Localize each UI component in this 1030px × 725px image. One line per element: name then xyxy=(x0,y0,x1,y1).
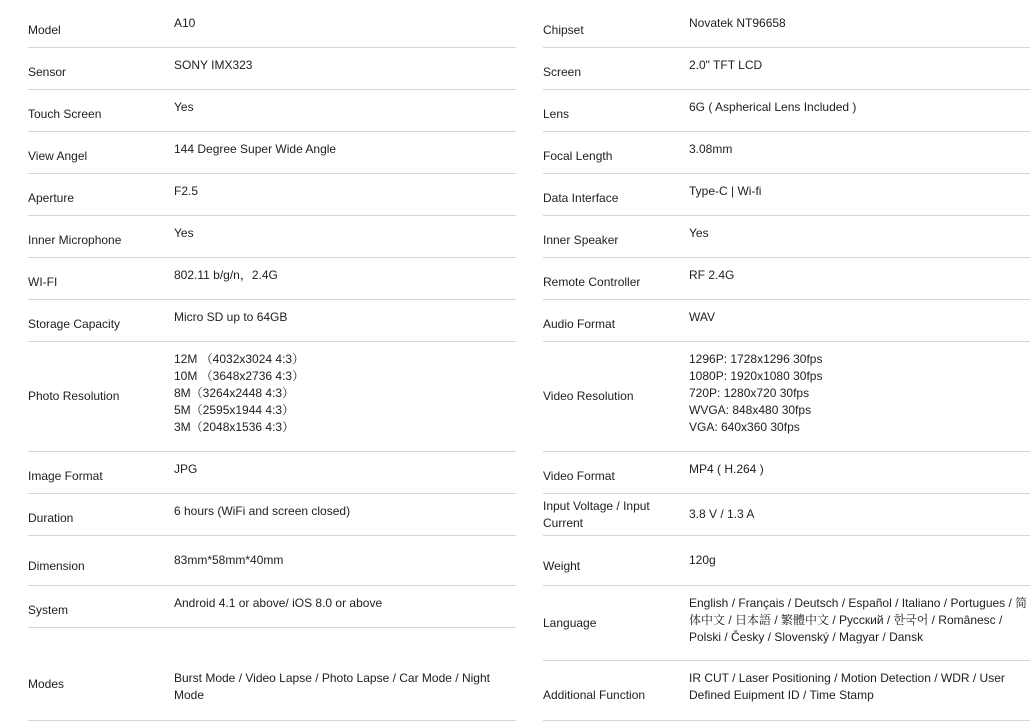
spec-row-inner-speaker xyxy=(543,216,1030,258)
spec-label: View Angel xyxy=(28,149,88,163)
spec-row-dimension xyxy=(28,536,516,586)
spec-label: Screen xyxy=(543,65,582,79)
spec-value: 6 hours (WiFi and screen closed) xyxy=(174,504,351,518)
spec-label: Language xyxy=(543,615,597,630)
spec-row-additional-function xyxy=(543,661,1030,721)
spec-row-view-angel xyxy=(28,132,516,174)
spec-label: Video Resolution xyxy=(543,389,634,403)
spec-row-video-resolution xyxy=(543,342,1030,452)
spec-table-left xyxy=(28,6,516,721)
spec-value: Yes xyxy=(689,226,709,240)
spec-value: F2.5 xyxy=(174,184,199,198)
spec-label: Lens xyxy=(543,107,570,121)
spec-label: Video Format xyxy=(543,469,615,483)
spec-value: Type-C | Wi-fi xyxy=(689,184,762,198)
spec-label: Model xyxy=(28,23,61,37)
spec-label: Image Format xyxy=(28,469,103,483)
spec-row-sensor xyxy=(28,48,516,90)
spec-value: 144 Degree Super Wide Angle xyxy=(174,142,337,156)
spec-label: Inner Speaker xyxy=(543,233,619,247)
spec-value: Yes xyxy=(174,100,194,114)
spec-value: 83mm*58mm*40mm xyxy=(174,553,284,567)
spec-value: 6G ( Aspherical Lens Included ) xyxy=(689,100,857,114)
spec-label: Dimension xyxy=(28,559,85,573)
spec-value: 120g xyxy=(689,553,716,567)
spec-table-right xyxy=(543,6,1030,721)
spec-value: IR CUT / Laser Positioning / Motion Detection / WDR / User Defined Euipment ID / Time Stamp xyxy=(689,671,1005,702)
spec-row-image-format xyxy=(28,452,516,494)
spec-row-storage-capacity xyxy=(28,300,516,342)
spec-row-chipset xyxy=(543,6,1030,48)
spec-row-focal-length xyxy=(543,132,1030,174)
spec-value: 3.08mm xyxy=(689,142,733,156)
spec-row-weight xyxy=(543,536,1030,586)
spec-value: 2.0" TFT LCD xyxy=(689,58,763,72)
spec-value: English / Français / Deutsch / Español / Italiano / Portugues / 简体中文 / 日本語 / 繁體中文 / Русский / 한국어 / Românesc / Polski / Česky / Slovenský / Magyar / Dansk xyxy=(689,596,1028,644)
spec-label: Aperture xyxy=(28,191,75,205)
spec-value: Android 4.1 or above/ iOS 8.0 or above xyxy=(174,596,383,610)
spec-label: Remote Controller xyxy=(543,275,641,289)
spec-row-modes xyxy=(28,628,516,721)
spec-label: Audio Format xyxy=(543,317,616,331)
spec-label: Touch Screen xyxy=(28,107,102,121)
spec-row-video-format xyxy=(543,452,1030,494)
spec-label: System xyxy=(28,603,69,617)
spec-value: WAV xyxy=(689,310,715,324)
spec-row-aperture xyxy=(28,174,516,216)
spec-row-language xyxy=(543,586,1030,661)
spec-row-lens xyxy=(543,90,1030,132)
spec-value: 1296P: 1728x1296 30fps 1080P: 1920x1080 30fps 720P: 1280x720 30fps WVGA: 848x480 30fps VGA: 640x360 30fps xyxy=(689,352,823,434)
spec-label: Sensor xyxy=(28,65,67,79)
spec-value: SONY IMX323 xyxy=(174,58,253,72)
spec-label: Duration xyxy=(28,511,74,525)
spec-row-photo-resolution xyxy=(28,342,516,452)
spec-value: Burst Mode / Video Lapse / Photo Lapse / Car Mode / Night Mode xyxy=(174,671,490,702)
spec-label: Photo Resolution xyxy=(28,389,120,403)
spec-value: A10 xyxy=(174,16,196,30)
spec-row-wifi xyxy=(28,258,516,300)
spec-row-system xyxy=(28,586,516,628)
spec-label: Modes xyxy=(28,676,65,691)
spec-row-data-interface xyxy=(543,174,1030,216)
spec-row-remote-controller xyxy=(543,258,1030,300)
spec-row-duration xyxy=(28,494,516,536)
spec-value: 802.11 b/g/n，2.4G xyxy=(174,268,278,282)
spec-label: Data Interface xyxy=(543,191,619,205)
spec-row-inner-microphone xyxy=(28,216,516,258)
spec-label: Chipset xyxy=(543,23,584,37)
spec-value: MP4 ( H.264 ) xyxy=(689,462,764,476)
spec-label: Input Voltage / Input Current xyxy=(543,498,650,530)
spec-row-screen xyxy=(543,48,1030,90)
spec-value: Yes xyxy=(174,226,194,240)
spec-value: 12M （4032x3024 4:3） 10M （3648x2736 4:3） 8M（3264x2448 4:3） 5M（2595x1944 4:3） 3M（2048x1536 4:3） xyxy=(174,352,305,434)
spec-value: JPG xyxy=(174,462,198,476)
spec-row-touch-screen xyxy=(28,90,516,132)
spec-label: WI-FI xyxy=(28,275,58,289)
spec-value: RF 2.4G xyxy=(689,268,735,282)
spec-label: Storage Capacity xyxy=(28,317,121,331)
spec-row-audio-format xyxy=(543,300,1030,342)
spec-label: Weight xyxy=(543,559,581,573)
spec-label: Additional Function xyxy=(543,688,646,702)
spec-value: 3.8 V / 1.3 A xyxy=(689,507,755,521)
spec-row-model xyxy=(28,6,516,48)
spec-value: Novatek NT96658 xyxy=(689,16,786,30)
spec-label: Inner Microphone xyxy=(28,233,122,247)
spec-value: Micro SD up to 64GB xyxy=(174,310,288,324)
spec-row-input-voltage xyxy=(543,494,1030,536)
spec-label: Focal Length xyxy=(543,149,613,163)
